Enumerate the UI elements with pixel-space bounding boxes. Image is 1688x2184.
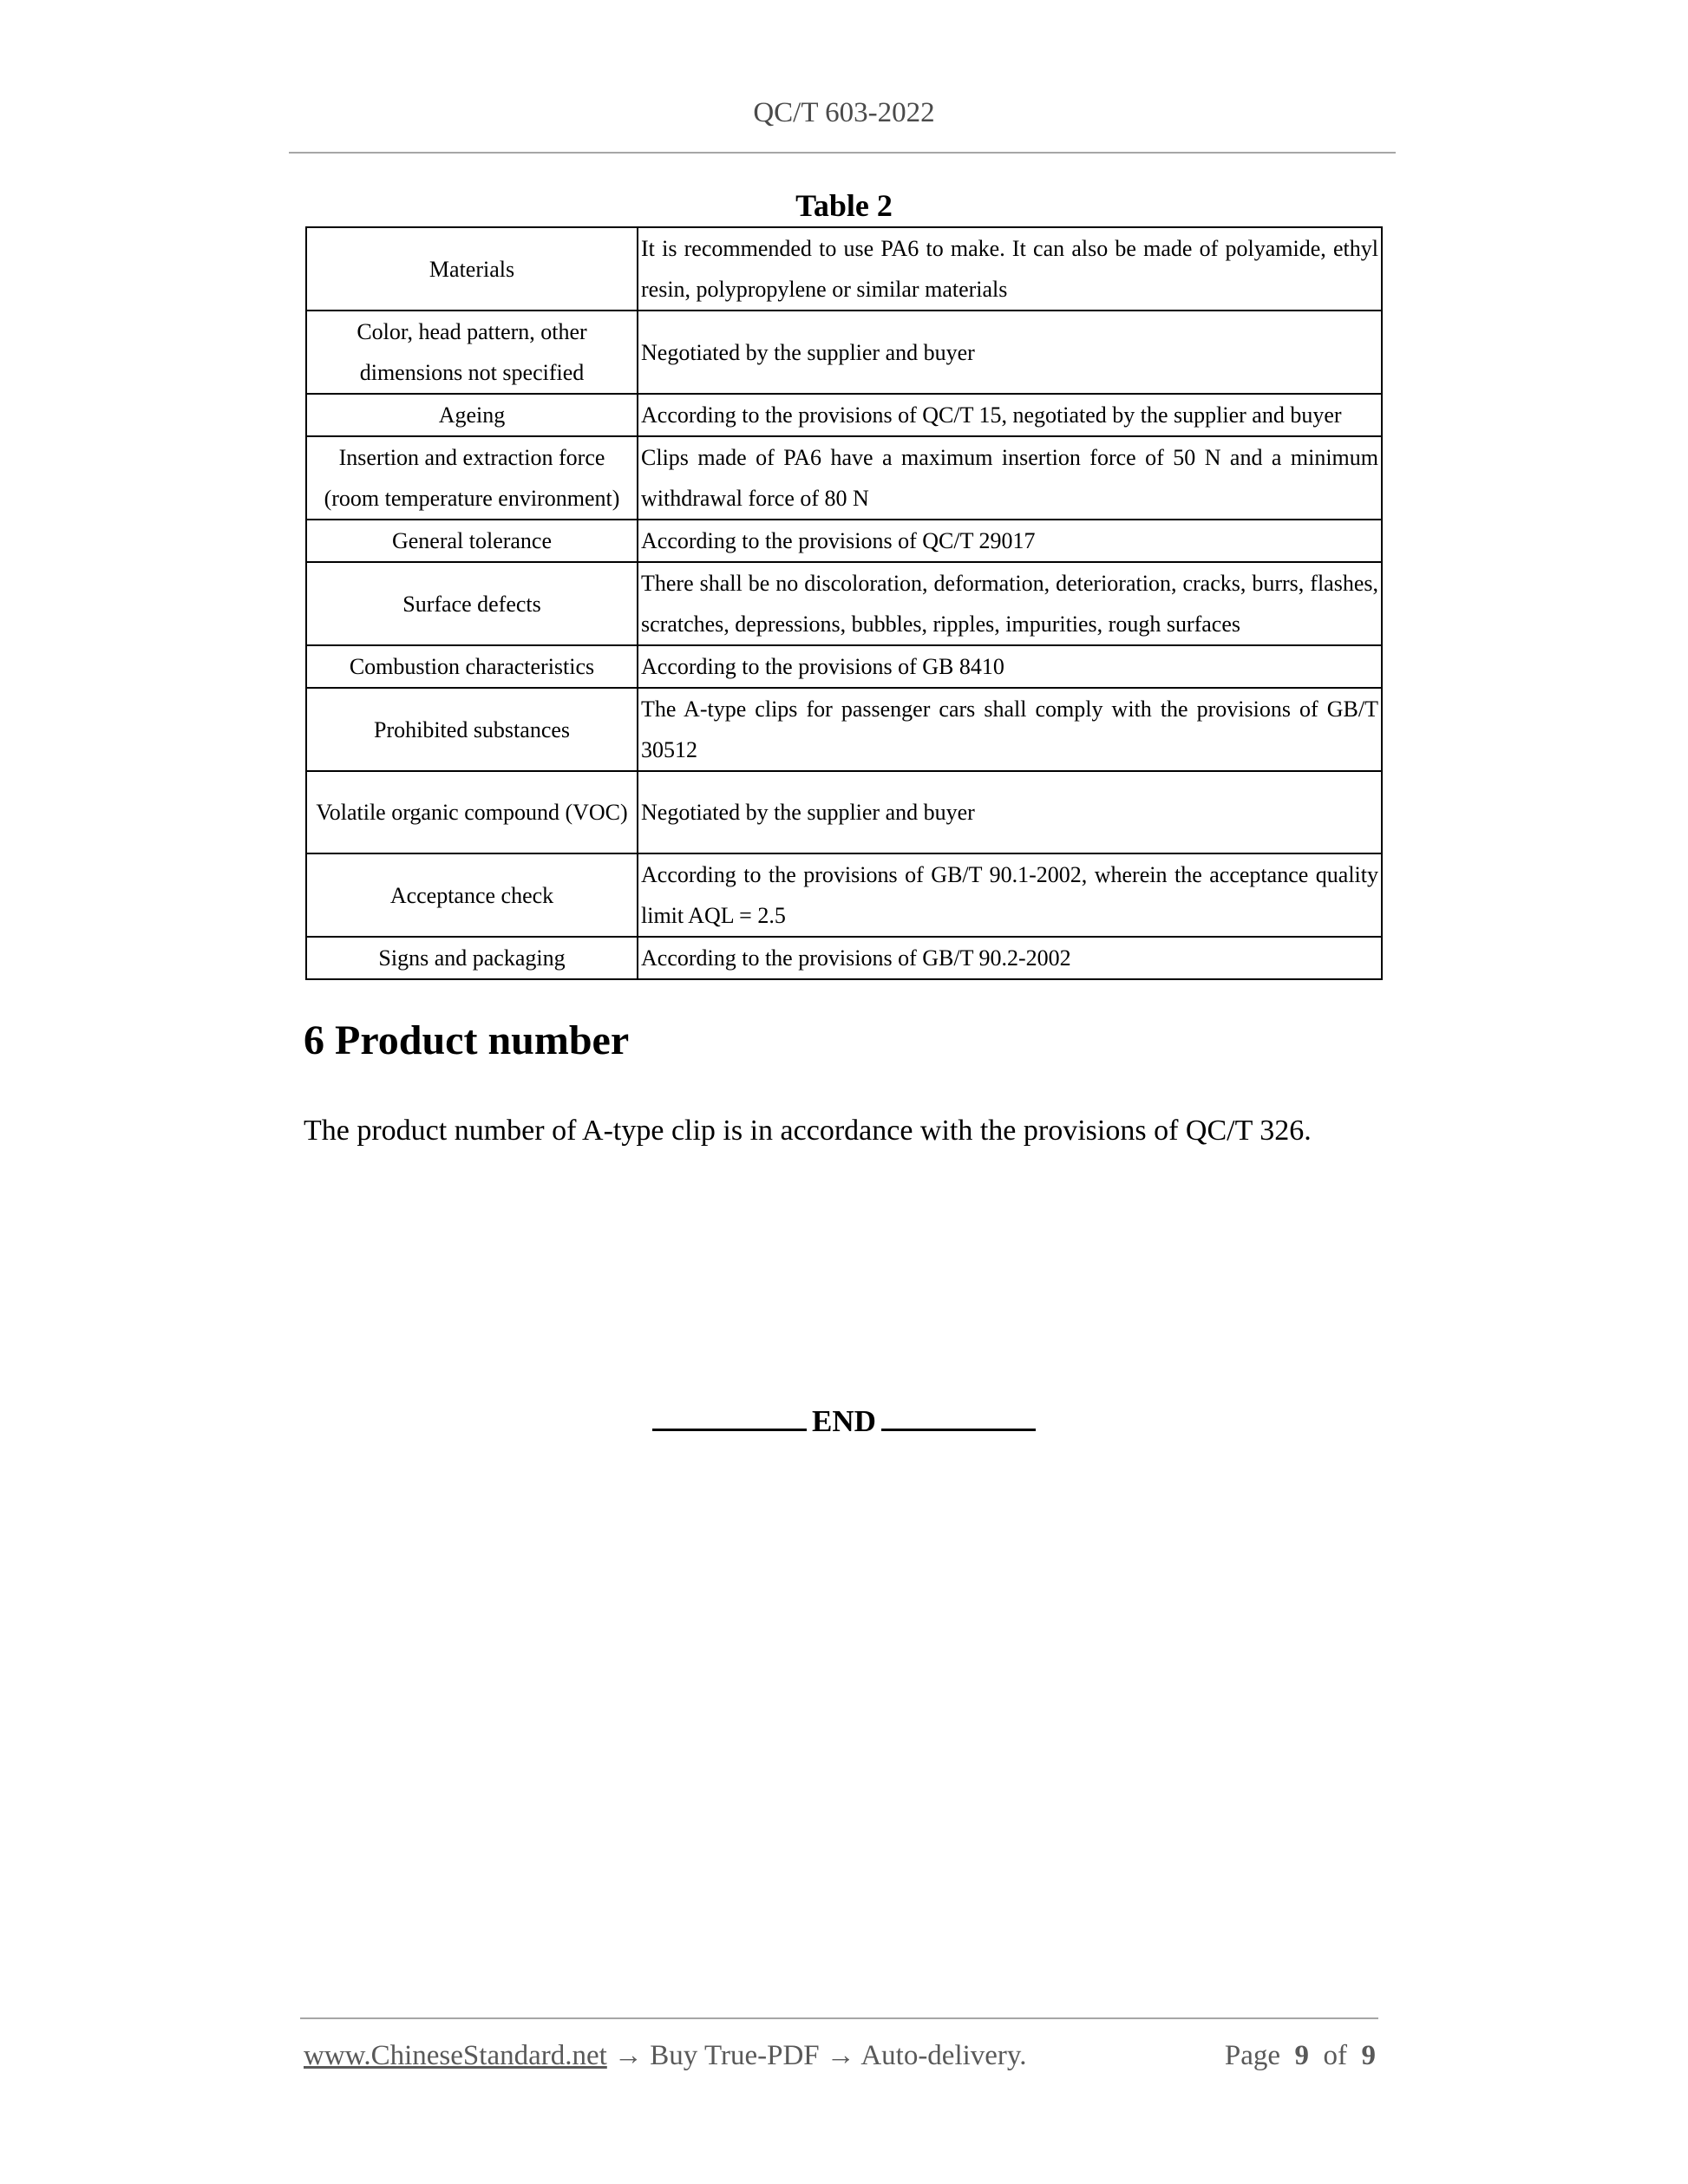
- table-row: [306, 688, 1382, 771]
- table-row: [306, 227, 1382, 311]
- section-body-text: The product number of A-type clip is in accordance with the provisions of QC/T 326.: [304, 1115, 1312, 1147]
- row-value: Negotiated by the supplier and buyer: [638, 311, 1382, 394]
- end-text: END: [812, 1404, 876, 1438]
- row-label: Materials: [306, 227, 638, 311]
- row-value: According to the provisions of QC/T 29017: [638, 520, 1382, 562]
- row-label: Surface defects: [306, 562, 638, 645]
- row-value: Negotiated by the supplier and buyer: [638, 771, 1382, 853]
- table-row: [306, 937, 1382, 979]
- row-label: Volatile organic compound (VOC): [306, 771, 638, 853]
- header-divider: [289, 152, 1396, 154]
- auto-delivery-text: Auto-delivery.: [860, 2040, 1027, 2071]
- page-label: Page: [1224, 2040, 1280, 2071]
- row-label: Acceptance check: [306, 853, 638, 937]
- page-of-label: of: [1323, 2040, 1347, 2071]
- table-row: [306, 311, 1382, 394]
- table-row: [306, 436, 1382, 520]
- table-row: [306, 645, 1382, 688]
- row-value: The A-type clips for passenger cars shall comply with the provisions of GB/T 30512: [638, 688, 1382, 771]
- table-row: [306, 771, 1382, 853]
- row-label: Insertion and extraction force (room temperature environment): [306, 436, 638, 520]
- row-value: According to the provisions of GB 8410: [638, 645, 1382, 688]
- row-value: It is recommended to use PA6 to make. It can also be made of polyamide, ethyl resin, polypropylene or similar materials: [638, 227, 1382, 311]
- row-label: Color, head pattern, other dimensions not specified: [306, 311, 638, 394]
- table-row: [306, 853, 1382, 937]
- end-mark: [0, 1403, 1688, 1439]
- row-value: There shall be no discoloration, deformation, deterioration, cracks, burrs, flashes, scratches, depressions, bubbles, ripples, impurities, rough surfaces: [638, 562, 1382, 645]
- table-caption: Table 2: [795, 188, 893, 223]
- requirements-table: [305, 226, 1383, 980]
- arrow-right-icon: →: [826, 2040, 855, 2071]
- section-heading: 6 Product number: [304, 1017, 630, 1063]
- site-link[interactable]: www.ChineseStandard.net: [304, 2040, 607, 2071]
- page-indicator: [1225, 2040, 1376, 2072]
- table-row: [306, 394, 1382, 436]
- document-code-header: QC/T 603-2022: [753, 97, 935, 128]
- row-label: Ageing: [306, 394, 638, 436]
- row-value: According to the provisions of QC/T 15, negotiated by the supplier and buyer: [638, 394, 1382, 436]
- row-label: Signs and packaging: [306, 937, 638, 979]
- table-row: [306, 562, 1382, 645]
- row-label: Combustion characteristics: [306, 645, 638, 688]
- row-value: According to the provisions of GB/T 90.1-2002, wherein the acceptance quality limit AQL = 2.5: [638, 853, 1382, 937]
- row-label: General tolerance: [306, 520, 638, 562]
- row-value: Clips made of PA6 have a maximum insertion force of 50 N and a minimum withdrawal force of 80 N: [638, 436, 1382, 520]
- table-row: [306, 520, 1382, 562]
- footer-promo: [304, 2040, 1027, 2072]
- row-label: Prohibited substances: [306, 688, 638, 771]
- page-current: 9: [1294, 2040, 1309, 2071]
- page-total: 9: [1361, 2040, 1376, 2071]
- arrow-right-icon: →: [614, 2040, 644, 2071]
- buy-true-pdf-text: Buy True-PDF: [650, 2040, 820, 2071]
- end-right-rule: [881, 1403, 1036, 1431]
- footer-divider: [300, 2017, 1378, 2019]
- end-left-rule: [652, 1403, 807, 1431]
- row-value: According to the provisions of GB/T 90.2-2002: [638, 937, 1382, 979]
